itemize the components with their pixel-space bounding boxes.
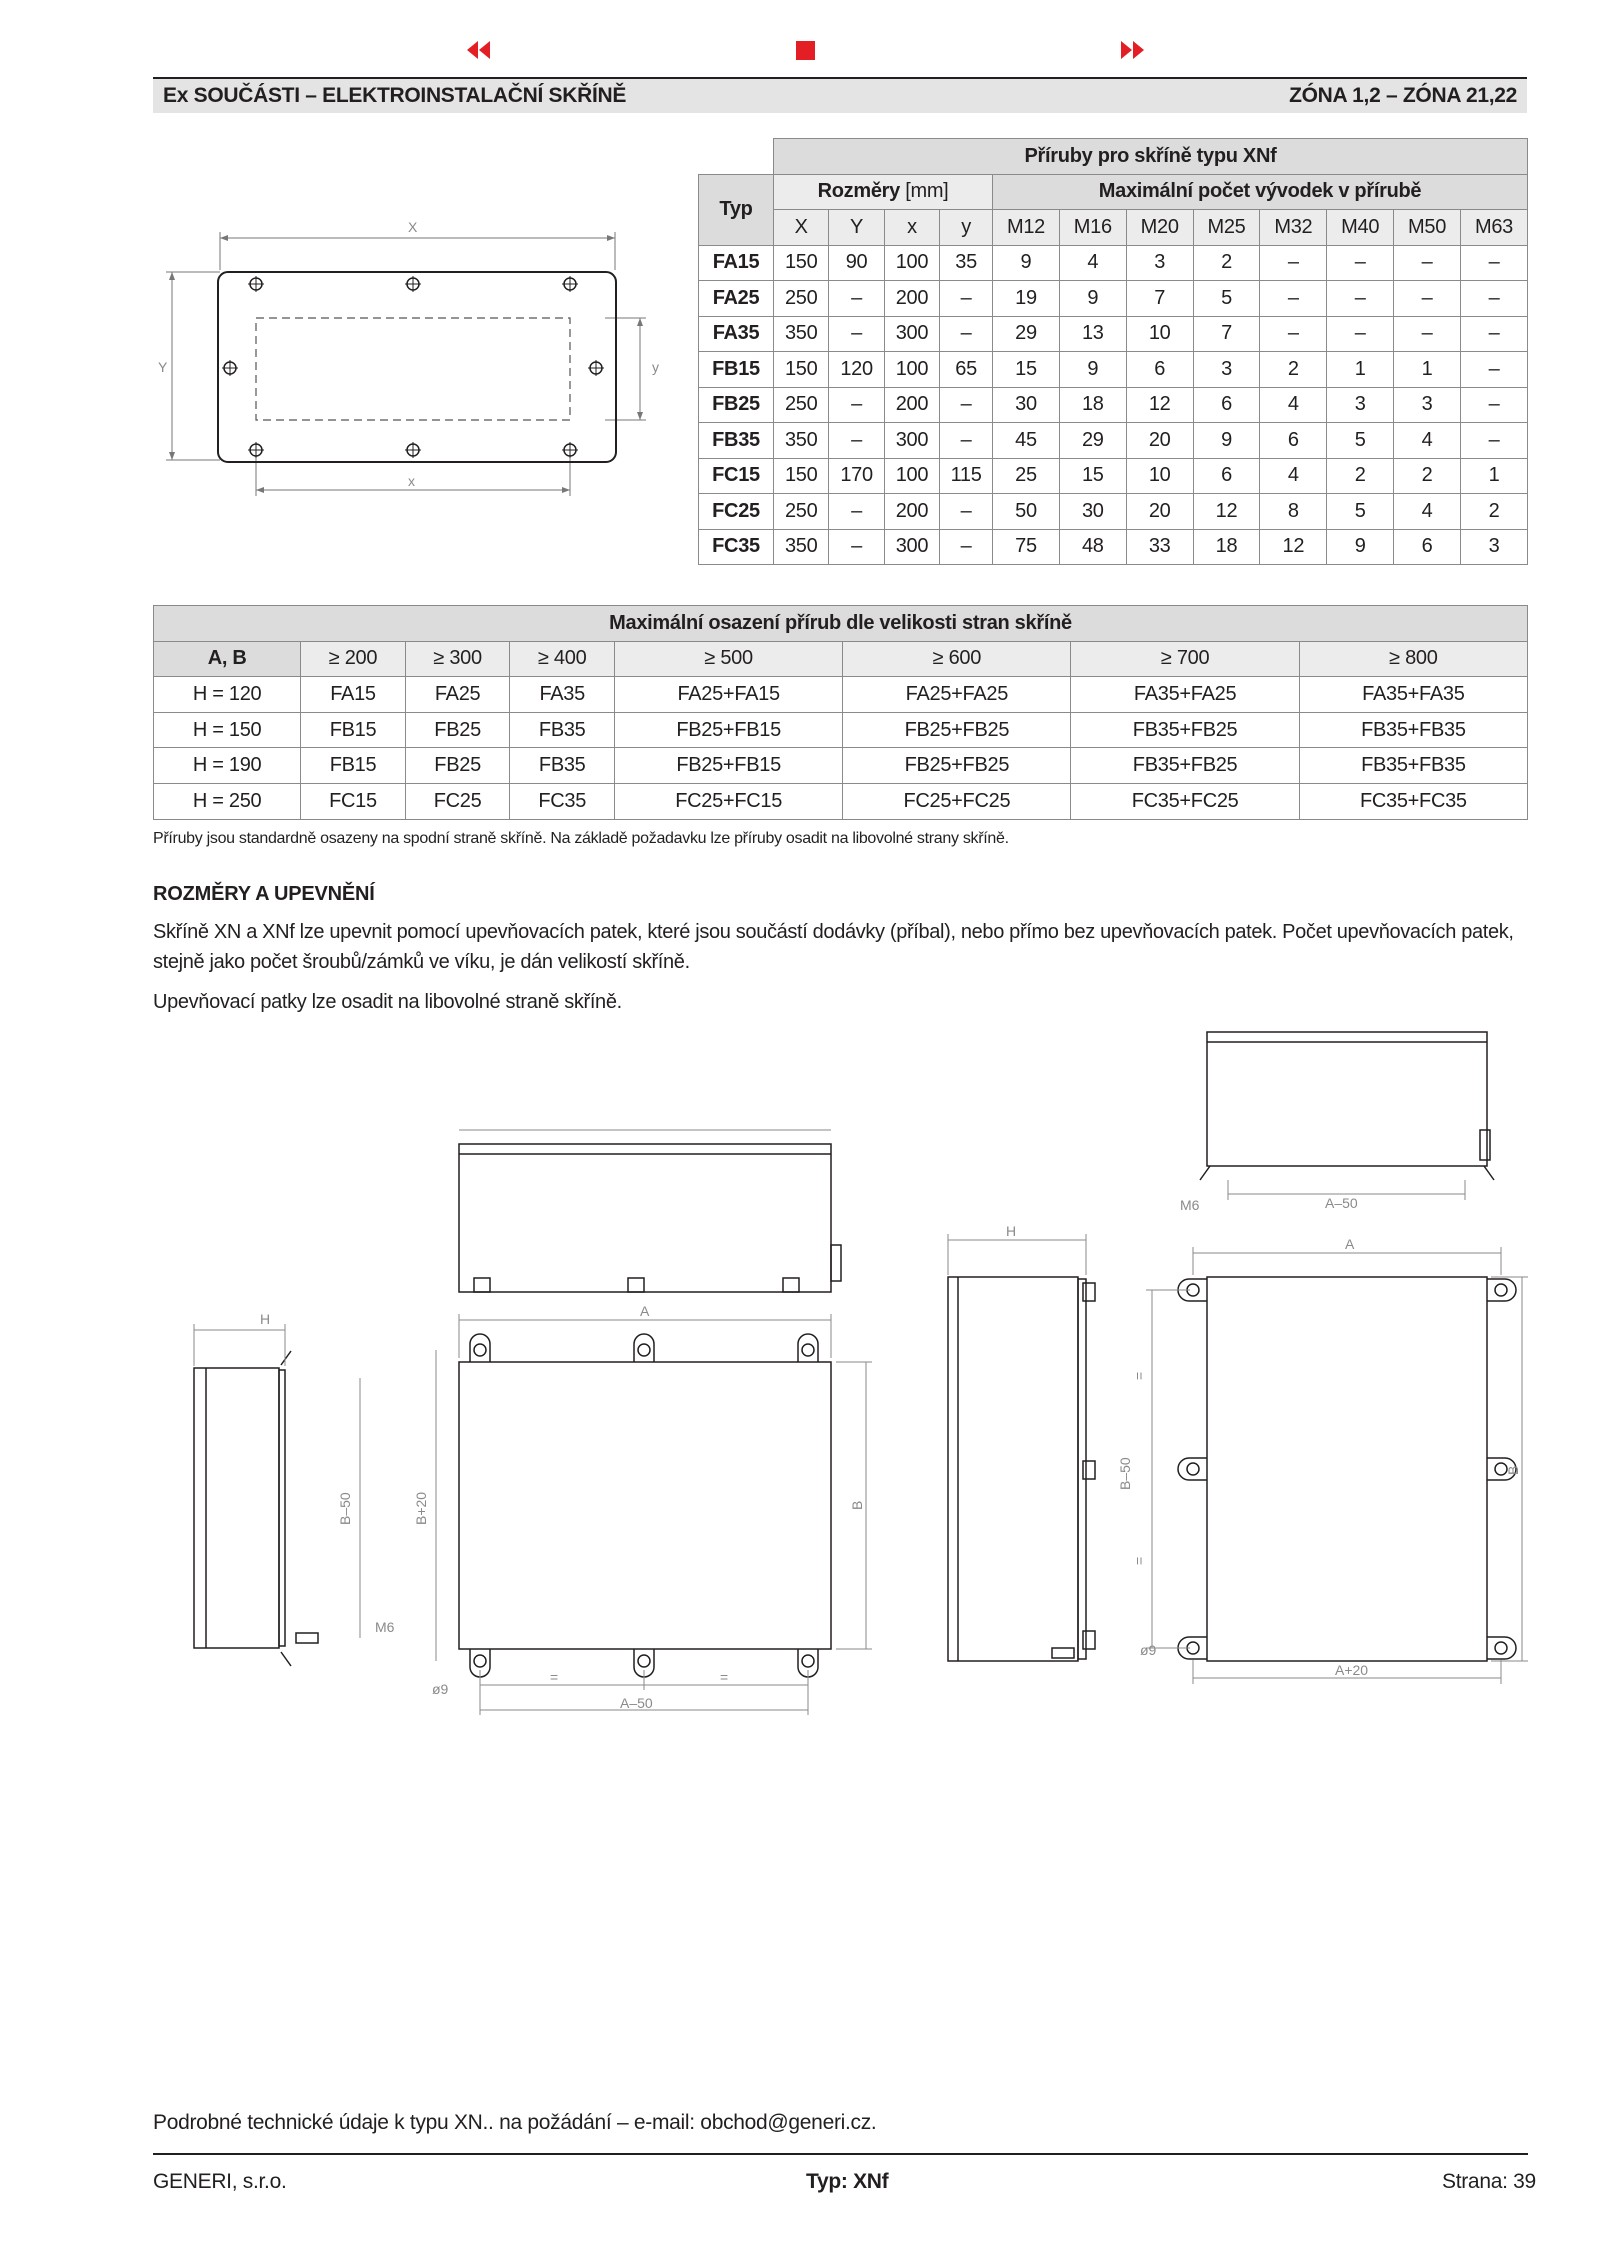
table-cell: 7 <box>1126 281 1193 317</box>
dim-eq-1: = <box>550 1669 559 1685</box>
dim-A-minus-50-top: A–50 <box>1325 1195 1358 1211</box>
dim-A-plus-20: A+20 <box>1335 1662 1369 1678</box>
table-cell: FB35+FB35 <box>1299 748 1527 784</box>
table-cell: FC35+FC25 <box>1071 783 1299 819</box>
table-cell: 2 <box>1193 245 1260 281</box>
dim-B-minus-50-right: B–50 <box>1117 1457 1133 1490</box>
table-cell: – <box>940 281 993 317</box>
table-cell: 2 <box>1394 458 1461 494</box>
table-cell: FC35+FC35 <box>1299 783 1527 819</box>
table-cell: 6 <box>1193 387 1260 423</box>
table-cell: H = 150 <box>154 712 301 748</box>
table-cell: – <box>829 281 884 317</box>
table-cell: – <box>1460 352 1527 388</box>
table-cell: – <box>940 316 993 352</box>
table-cell: 12 <box>1126 387 1193 423</box>
assign-col-header: ≥ 800 <box>1299 641 1527 677</box>
table-cell: FB25+FB15 <box>615 712 843 748</box>
table-cell: 6 <box>1193 458 1260 494</box>
table-cell: 9 <box>993 245 1060 281</box>
table-cell: FB35+FB35 <box>1299 712 1527 748</box>
table-row <box>699 529 1528 565</box>
assign-col-header: ≥ 400 <box>510 641 615 677</box>
table-cell: FB25 <box>699 387 774 423</box>
table-cell: 90 <box>829 245 884 281</box>
dim-B-plus-20: B+20 <box>413 1491 429 1525</box>
table-cell: 45 <box>993 423 1060 459</box>
flange-table-title: Příruby pro skříně typu XNf <box>774 139 1528 175</box>
table-cell: FC25 <box>699 494 774 530</box>
dim-col-header: x <box>884 210 939 246</box>
dim-X-label: X <box>408 219 418 235</box>
table-cell: FA25 <box>405 677 510 713</box>
table-cell: 25 <box>993 458 1060 494</box>
table-cell: – <box>940 494 993 530</box>
table-cell: 35 <box>940 245 993 281</box>
table-cell: 350 <box>774 423 829 459</box>
table-cell: 4 <box>1394 423 1461 459</box>
table-cell: 12 <box>1193 494 1260 530</box>
table-row <box>154 677 1528 713</box>
prev-page-button[interactable] <box>464 38 494 62</box>
footer-type: Typ: XNf <box>806 2170 889 2193</box>
table-cell: FB35+FB25 <box>1071 712 1299 748</box>
table-cell: 20 <box>1126 423 1193 459</box>
gland-col-header: M50 <box>1394 210 1461 246</box>
section-title: ROZMĚRY A UPEVNĚNÍ <box>153 883 375 905</box>
table-cell: 6 <box>1126 352 1193 388</box>
gland-col-header: M32 <box>1260 210 1327 246</box>
stop-button[interactable] <box>795 38 817 62</box>
table-row <box>699 352 1528 388</box>
dim-H-left: H <box>260 1311 271 1327</box>
table-cell: 3 <box>1394 387 1461 423</box>
table-cell: 100 <box>884 352 939 388</box>
table-cell: 300 <box>884 316 939 352</box>
table-cell: 19 <box>993 281 1060 317</box>
flange-table <box>698 138 1528 565</box>
dim-y-label: y <box>652 359 659 375</box>
table-cell: FA25 <box>699 281 774 317</box>
dim-B-minus-50-left: B–50 <box>337 1492 353 1525</box>
table-row <box>154 712 1528 748</box>
table-cell: – <box>940 423 993 459</box>
dim-M6-left: M6 <box>375 1619 395 1635</box>
dim-col-header: y <box>940 210 993 246</box>
table-cell: – <box>1460 423 1527 459</box>
dim-col-header: Y <box>829 210 884 246</box>
table-cell: FB35 <box>510 748 615 784</box>
table-cell: 250 <box>774 281 829 317</box>
dim-B-right: B <box>1505 1465 1521 1475</box>
table-cell: 10 <box>1126 316 1193 352</box>
table-cell: 3 <box>1126 245 1193 281</box>
table-cell: 6 <box>1260 423 1327 459</box>
table-cell: 9 <box>1327 529 1394 565</box>
table-cell: 2 <box>1327 458 1394 494</box>
table-row <box>699 423 1528 459</box>
table-cell: 50 <box>993 494 1060 530</box>
table-row <box>699 494 1528 530</box>
table-cell: 170 <box>829 458 884 494</box>
table-cell: FC25+FC25 <box>843 783 1071 819</box>
dim-x-label: x <box>408 473 415 489</box>
table-cell: – <box>1260 245 1327 281</box>
table-cell: FC25 <box>405 783 510 819</box>
header-zone: ZÓNA 1,2 – ZÓNA 21,22 <box>1289 84 1517 107</box>
footer-page-number: Strana: 39 <box>1442 2170 1536 2193</box>
table-cell: – <box>940 529 993 565</box>
table-cell: 20 <box>1126 494 1193 530</box>
table-cell: FB35 <box>699 423 774 459</box>
table-cell: 5 <box>1327 423 1394 459</box>
footer-divider <box>153 2153 1528 2155</box>
header-title: Ex SOUČÁSTI – ELEKTROINSTALAČNÍ SKŘÍNĚ <box>163 84 627 107</box>
table-cell: 2 <box>1260 352 1327 388</box>
table-cell: FC35 <box>510 783 615 819</box>
table-cell: 3 <box>1327 387 1394 423</box>
table-cell: 33 <box>1126 529 1193 565</box>
table-cell: – <box>1394 281 1461 317</box>
table-cell: 15 <box>993 352 1060 388</box>
table-cell: 12 <box>1260 529 1327 565</box>
stop-icon <box>795 38 817 62</box>
table-cell: FA35 <box>510 677 615 713</box>
table-cell: 150 <box>774 352 829 388</box>
table-cell: FB25+FB25 <box>843 712 1071 748</box>
table-cell: 48 <box>1059 529 1126 565</box>
table-cell: 350 <box>774 529 829 565</box>
table-cell: 30 <box>1059 494 1126 530</box>
assign-col-header: A, B <box>154 641 301 677</box>
gland-col-header: M12 <box>993 210 1060 246</box>
table-cell: 1 <box>1394 352 1461 388</box>
table-cell: – <box>1460 387 1527 423</box>
table-cell: – <box>829 494 884 530</box>
table-cell: 5 <box>1327 494 1394 530</box>
table-cell: 250 <box>774 494 829 530</box>
table-cell: FB35+FB25 <box>1071 748 1299 784</box>
table-cell: – <box>1327 316 1394 352</box>
paragraph-feet: Upevňovací patky lze osadit na libovolné straně skříně. <box>153 991 622 1013</box>
table-cell: 300 <box>884 529 939 565</box>
contact-note: Podrobné technické údaje k typu XN.. na požádání – e-mail: obchod@generi.cz. <box>153 2111 877 2134</box>
table-cell: FB15 <box>699 352 774 388</box>
table-cell: FA15 <box>301 677 406 713</box>
gland-col-header: M63 <box>1460 210 1527 246</box>
table-cell: FB25 <box>405 748 510 784</box>
table-cell: 9 <box>1059 281 1126 317</box>
table-cell: FB35 <box>510 712 615 748</box>
next-page-button[interactable] <box>1117 38 1147 62</box>
dim-B-front: B <box>849 1500 865 1510</box>
table-cell: 7 <box>1193 316 1260 352</box>
table-cell: FC15 <box>699 458 774 494</box>
table-cell: 300 <box>884 423 939 459</box>
table-cell: – <box>829 387 884 423</box>
table-row <box>154 783 1528 819</box>
flange-assignment-table <box>153 605 1528 820</box>
dims-header: Rozměry [mm] <box>774 174 993 210</box>
table-cell: – <box>1327 281 1394 317</box>
table-cell: – <box>1260 281 1327 317</box>
table-cell: – <box>1260 316 1327 352</box>
assign-col-header: ≥ 500 <box>615 641 843 677</box>
table-cell: FA25+FA25 <box>843 677 1071 713</box>
dim-Y-label: Y <box>158 359 168 375</box>
table-row <box>154 748 1528 784</box>
table-row <box>699 281 1528 317</box>
table-cell: H = 250 <box>154 783 301 819</box>
table-cell: – <box>1460 245 1527 281</box>
table-cell: – <box>1394 245 1461 281</box>
table-cell: – <box>829 316 884 352</box>
table-cell: FB25+FB15 <box>615 748 843 784</box>
table-row <box>699 316 1528 352</box>
rewind-icon <box>464 38 494 62</box>
table-cell: 6 <box>1394 529 1461 565</box>
flange-drawing <box>150 210 670 510</box>
table-cell: 3 <box>1460 529 1527 565</box>
table-cell: FB25+FB25 <box>843 748 1071 784</box>
table-cell: FB15 <box>301 748 406 784</box>
assign-col-header: ≥ 200 <box>301 641 406 677</box>
table-row <box>699 458 1528 494</box>
table-cell: FC25+FC15 <box>615 783 843 819</box>
table-cell: 75 <box>993 529 1060 565</box>
table-cell: 4 <box>1394 494 1461 530</box>
table-cell: 9 <box>1193 423 1260 459</box>
table-cell: 200 <box>884 281 939 317</box>
table-row <box>699 387 1528 423</box>
footer-company: GENERI, s.r.o. <box>153 2170 287 2193</box>
table-cell: 65 <box>940 352 993 388</box>
table-cell: – <box>1394 316 1461 352</box>
table-cell: 18 <box>1193 529 1260 565</box>
table-cell: 150 <box>774 245 829 281</box>
table-cell: 4 <box>1059 245 1126 281</box>
assign-col-header: ≥ 300 <box>405 641 510 677</box>
table-cell: 115 <box>940 458 993 494</box>
paragraph-mounting: Skříně XN a XNf lze upevnit pomocí upevňovacích patek, které jsou součástí dodávky (příbal), nebo přímo bez upevňovacích patek. Počet upevňovacích patek, stejně jako počet šroubů/zámků ve víku, je dán velikostí skříně. <box>153 921 1514 973</box>
table-cell: FC15 <box>301 783 406 819</box>
table-row <box>699 245 1528 281</box>
table-cell: 150 <box>774 458 829 494</box>
table-cell: FA25+FA15 <box>615 677 843 713</box>
page-header <box>153 77 1527 113</box>
table-cell: FA15 <box>699 245 774 281</box>
table-cell: 15 <box>1059 458 1126 494</box>
gland-col-header: M20 <box>1126 210 1193 246</box>
dim-A-right: A <box>1345 1236 1355 1252</box>
gland-col-header: M25 <box>1193 210 1260 246</box>
gland-col-header: M40 <box>1327 210 1394 246</box>
flange-note: Příruby jsou standardně osazeny na spodní straně skříně. Na základě požadavku lze příruby osadit na libovolné strany skříně. <box>153 830 1009 847</box>
table-cell: – <box>829 423 884 459</box>
table-cell: 100 <box>884 458 939 494</box>
table-cell: 9 <box>1059 352 1126 388</box>
table-cell: FC35 <box>699 529 774 565</box>
table-cell: 2 <box>1460 494 1527 530</box>
dim-d9-front: ø9 <box>432 1681 449 1697</box>
table-cell: 4 <box>1260 387 1327 423</box>
enclosure-drawings <box>150 1020 1530 1720</box>
table-cell: 3 <box>1193 352 1260 388</box>
table-cell: 30 <box>993 387 1060 423</box>
dim-H-middle: H <box>1006 1223 1017 1239</box>
table-cell: 10 <box>1126 458 1193 494</box>
assign-table-title: Maximální osazení přírub dle velikosti stran skříně <box>154 606 1528 642</box>
table-cell: 8 <box>1260 494 1327 530</box>
dim-A-minus-50-front: A–50 <box>620 1695 653 1711</box>
dim-eq-3: = <box>1131 1371 1147 1380</box>
table-cell: 29 <box>993 316 1060 352</box>
max-glands-header: Maximální počet vývodek v přírubě <box>993 174 1528 210</box>
table-cell: – <box>1327 245 1394 281</box>
assign-col-header: ≥ 700 <box>1071 641 1299 677</box>
table-cell: FA35+FA35 <box>1299 677 1527 713</box>
table-cell: – <box>1460 281 1527 317</box>
typ-header: Typ <box>699 174 774 245</box>
table-cell: FA35+FA25 <box>1071 677 1299 713</box>
gland-col-header: M16 <box>1059 210 1126 246</box>
table-cell: 5 <box>1193 281 1260 317</box>
table-cell: 4 <box>1260 458 1327 494</box>
table-cell: 200 <box>884 494 939 530</box>
assign-col-header: ≥ 600 <box>843 641 1071 677</box>
table-cell: – <box>1460 316 1527 352</box>
dim-M6-top: M6 <box>1180 1197 1200 1213</box>
dim-eq-2: = <box>720 1669 729 1685</box>
table-cell: 13 <box>1059 316 1126 352</box>
table-cell: 100 <box>884 245 939 281</box>
table-cell: FB25 <box>405 712 510 748</box>
table-cell: 18 <box>1059 387 1126 423</box>
table-cell: 200 <box>884 387 939 423</box>
table-cell: – <box>940 387 993 423</box>
dim-col-header: X <box>774 210 829 246</box>
dim-A-front: A <box>640 1303 650 1319</box>
dim-eq-4: = <box>1131 1556 1147 1565</box>
table-cell: 250 <box>774 387 829 423</box>
table-cell: 1 <box>1327 352 1394 388</box>
table-cell: FA35 <box>699 316 774 352</box>
table-cell: 120 <box>829 352 884 388</box>
table-cell: FB15 <box>301 712 406 748</box>
table-cell: H = 120 <box>154 677 301 713</box>
table-cell: 29 <box>1059 423 1126 459</box>
table-cell: H = 190 <box>154 748 301 784</box>
dim-d9-right: ø9 <box>1140 1642 1157 1658</box>
table-cell: 1 <box>1460 458 1527 494</box>
table-cell: – <box>829 529 884 565</box>
table-cell: 350 <box>774 316 829 352</box>
fast-forward-icon <box>1117 38 1147 62</box>
